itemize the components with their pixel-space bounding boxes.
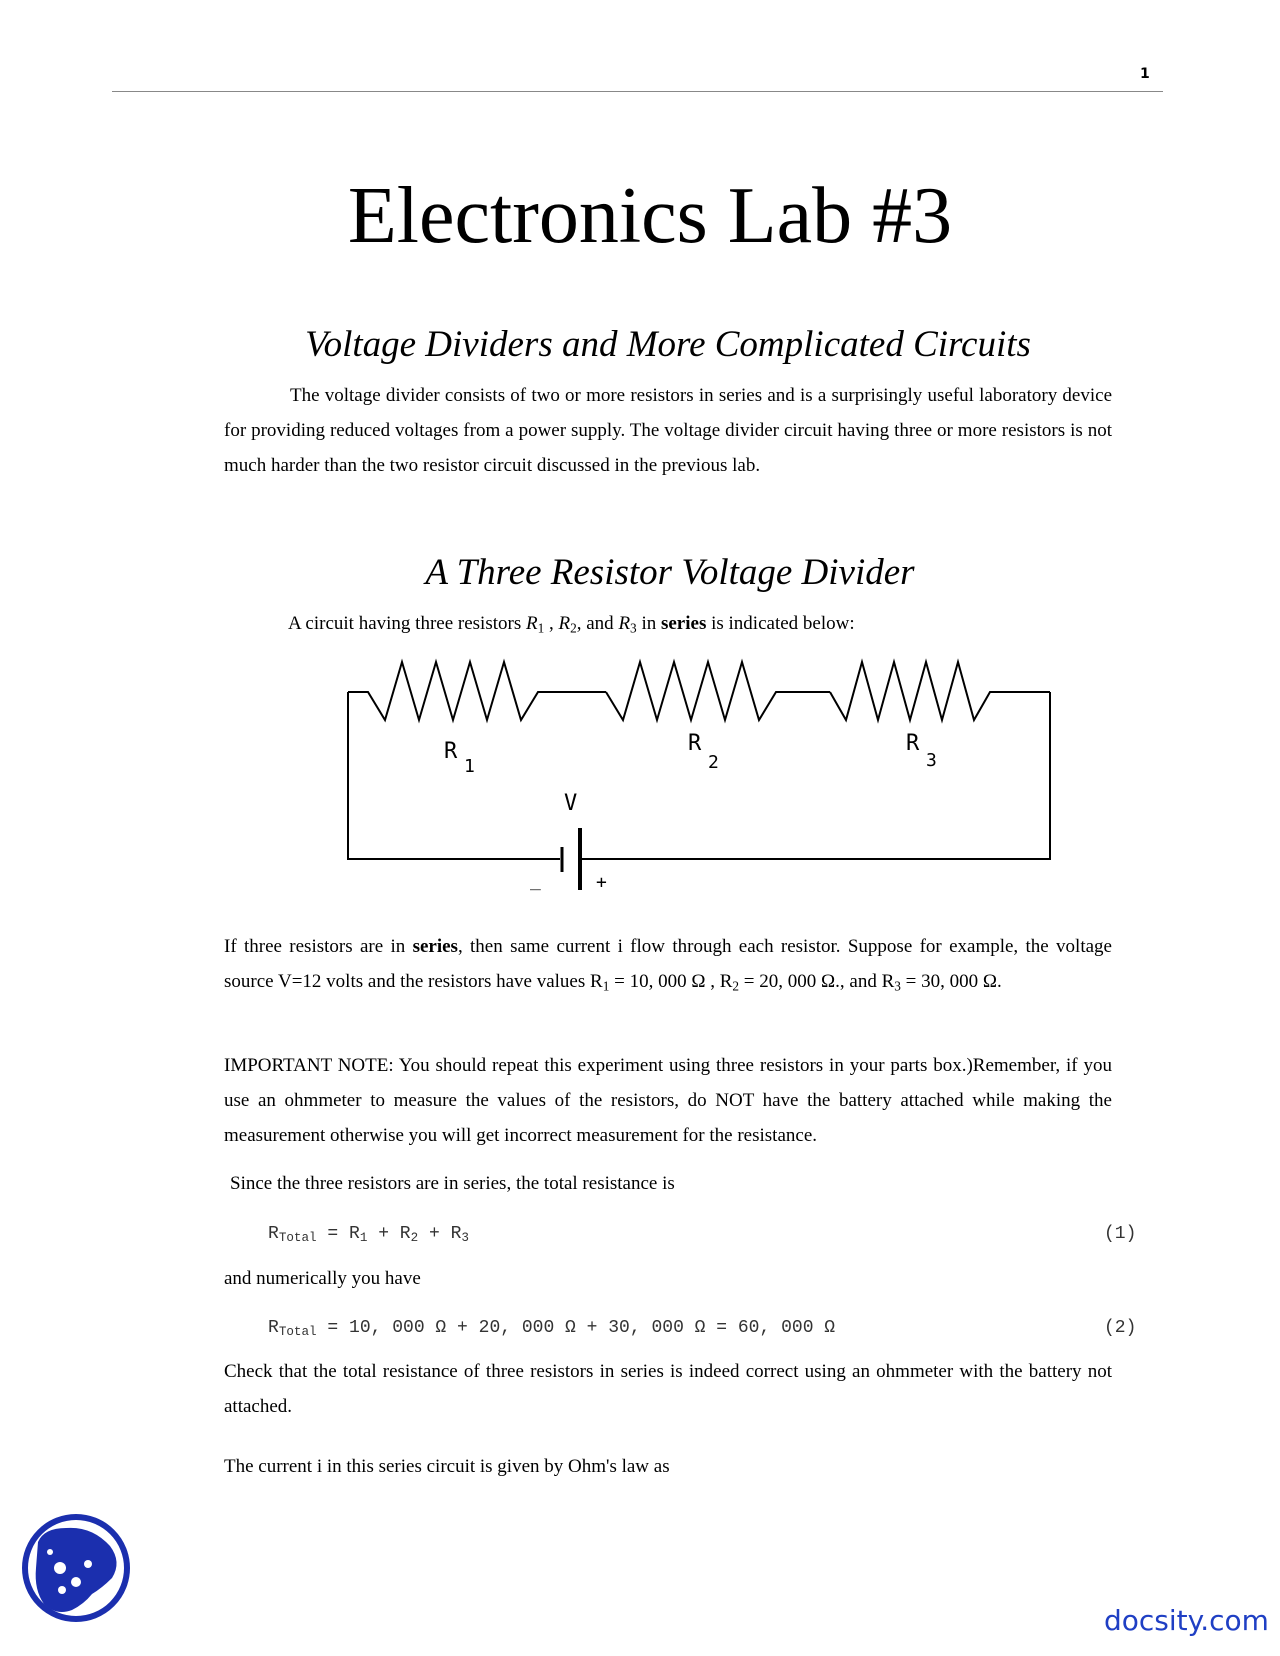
docsity-brand-link[interactable]: docsity.com: [1104, 1604, 1269, 1637]
resistor-r3: [830, 662, 1050, 720]
minus-label: _: [530, 870, 541, 891]
important-note: IMPORTANT NOTE: You should repeat this experiment using three resistors in your parts box.)Remember, if you use an ohmmeter to measure the values of the resistors, do NOT have the battery attached while making the measurement otherwise you will get incorrect measurement for the resistance.: [224, 1055, 1112, 1146]
ohms-law-paragraph: The current i in this series circuit is given by Ohm's law as: [224, 1456, 670, 1477]
r2-subscript: 2: [708, 752, 719, 773]
r1-subscript: 1: [464, 756, 475, 777]
intro-paragraph: The voltage divider consists of two or more resistors in series and is a surprisingly useful laboratory device for providing reduced voltages from a power supply. The voltage divider circuit having three or more resistors is not much harder than the two resistor circuit discussed in the previous lab.: [224, 385, 1112, 476]
section-heading-three-resistor: A Three Resistor Voltage Divider: [425, 552, 915, 593]
resistor-r1: [348, 662, 606, 720]
equation-2-number: (2): [1104, 1318, 1137, 1338]
total-resistance-intro: Since the three resistors are in series, the total resistance is: [230, 1173, 675, 1194]
resistor-r2: [606, 662, 830, 720]
circuit-intro-paragraph: A circuit having three resistors $R_1$ , $R_2$, and $R_3$ in series is indicated below:: [288, 613, 855, 636]
docsity-logo-icon[interactable]: [20, 1512, 132, 1624]
page-number: 1: [1140, 66, 1150, 82]
equation-1-number: (1): [1104, 1224, 1137, 1244]
r3-subscript: 3: [926, 750, 937, 771]
numerically-text: and numerically you have: [224, 1268, 421, 1289]
page-title: Electronics Lab #3: [347, 172, 953, 260]
header-rule: [112, 91, 1163, 92]
equation-2: $R_{Total} = 10$, 000 Ω + 20, 000 Ω + 30, 000 Ω = 60, 000 Ω: [268, 1318, 836, 1340]
voltage-label: V: [564, 791, 578, 816]
r3-label: R: [906, 731, 920, 756]
plus-label: +: [596, 872, 607, 893]
series-circuit-diagram: [340, 650, 1060, 900]
equation-1: $R_{Total} = R_1 + R_2 + R_3$: [268, 1224, 469, 1246]
series-explanation-paragraph: If three resistors are in series, then same current i flow through each resistor. Suppose for example, the voltage source V=12 volts and the resistors have values $R_1 = 10$, 000 Ω , $R_2 = 20$, 000 Ω., and $R_3 = 30$, 000 Ω.: [224, 936, 1112, 994]
section-heading-voltage-dividers: Voltage Dividers and More Complicated Circuits: [305, 324, 1031, 365]
r2-label: R: [688, 731, 702, 756]
circuit-wire: [582, 692, 1050, 859]
check-paragraph: Check that the total resistance of three resistors in series is indeed correct using an ohmmeter with the battery not attached.: [224, 1361, 1112, 1417]
r1-label: R: [444, 739, 458, 764]
